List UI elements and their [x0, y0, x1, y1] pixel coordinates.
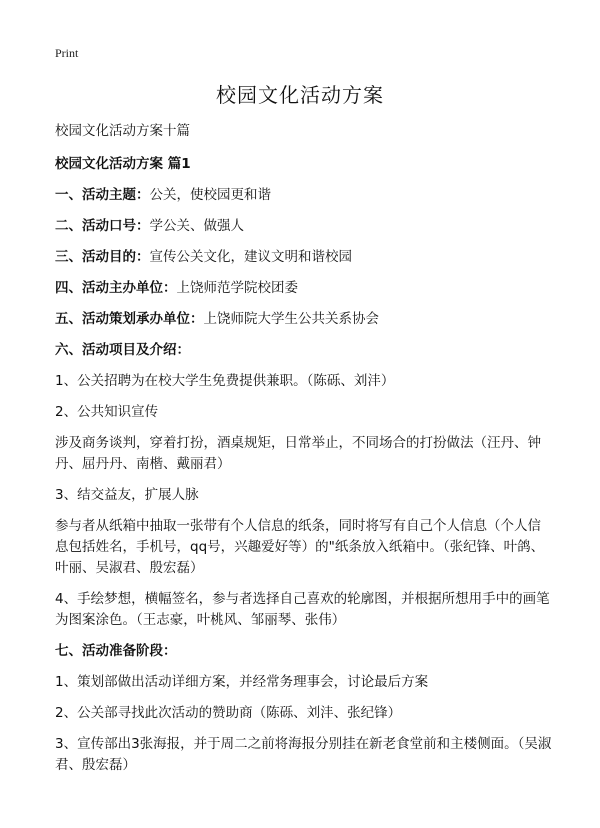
item-label: 三、活动目的：: [55, 249, 150, 265]
paragraph: 参与者从纸箱中抽取一张带有个人信息的纸条，同时将写有自己个人信息（个人信息包括姓名，手机号，qq号，兴趣爱好等）的"纸条放入纸箱中。（张纪锋、叶鸽、叶丽、吴淑君、殷宏磊）: [55, 518, 545, 576]
paragraph: 2、公关部寻找此次活动的赞助商（陈砾、刘沣、张纪锋）: [55, 705, 402, 721]
item-text: 上饶师范学院校团委: [176, 280, 298, 296]
paragraph: 4、手绘梦想，横幅签名，参与者选择自己喜欢的轮廓图，并根据所想用手中的画笔为图案涂色。（王志豪，叶桃风、邹丽琴、张伟）: [55, 591, 550, 628]
paragraph: 1、策划部做出活动详细方案，并经常务理事会，讨论最后方案: [55, 674, 429, 690]
paragraph: 3、宣传部出3张海报，并于周二之前将海报分别挂在新老食堂前和主楼侧面。（吴淑君、殷宏磊）: [55, 736, 552, 773]
item-text: 公关，使校园更和谐: [149, 187, 271, 203]
subtitle: 校园文化活动方案十篇: [55, 123, 190, 139]
item-slogan: [55, 216, 552, 237]
item-purpose: [55, 247, 552, 268]
print-label: Print: [55, 46, 79, 60]
item-organizer: [55, 309, 552, 330]
item-label: 一、活动主题：: [55, 187, 150, 203]
item-theme: [55, 185, 552, 206]
paragraph: 2、公共知识宣传: [55, 404, 159, 420]
document-body: [55, 121, 552, 786]
item-text: 宣传公关文化，建议文明和谐校园: [149, 249, 352, 265]
item-text: 上饶师院大学生公共关系协会: [203, 311, 379, 327]
item-label: 四、活动主办单位：: [55, 280, 177, 296]
paragraph: 3、结交益友，扩展人脉: [55, 487, 199, 503]
item-label: 二、活动口号：: [55, 218, 150, 234]
paragraph: 1、公关招聘为在校大学生免费提供兼职。（陈砾、刘沣）: [55, 373, 395, 389]
item-text: 学公关、做强人: [149, 218, 244, 234]
paragraph: 涉及商务谈判，穿着打扮，酒桌规矩，日常举止，不同场合的打扮做法（汪丹、钟丹、屈丹丹、南楷、戴丽君）: [55, 435, 541, 472]
section-title: 校园文化活动方案 篇1: [55, 156, 191, 172]
item-label: 五、活动策划承办单位：: [55, 311, 204, 327]
page-title: 校园文化活动方案: [216, 83, 384, 107]
heading-projects: 六、活动项目及介绍：: [55, 342, 190, 358]
item-host: [55, 278, 552, 299]
heading-preparation: 七、活动准备阶段：: [55, 643, 177, 659]
